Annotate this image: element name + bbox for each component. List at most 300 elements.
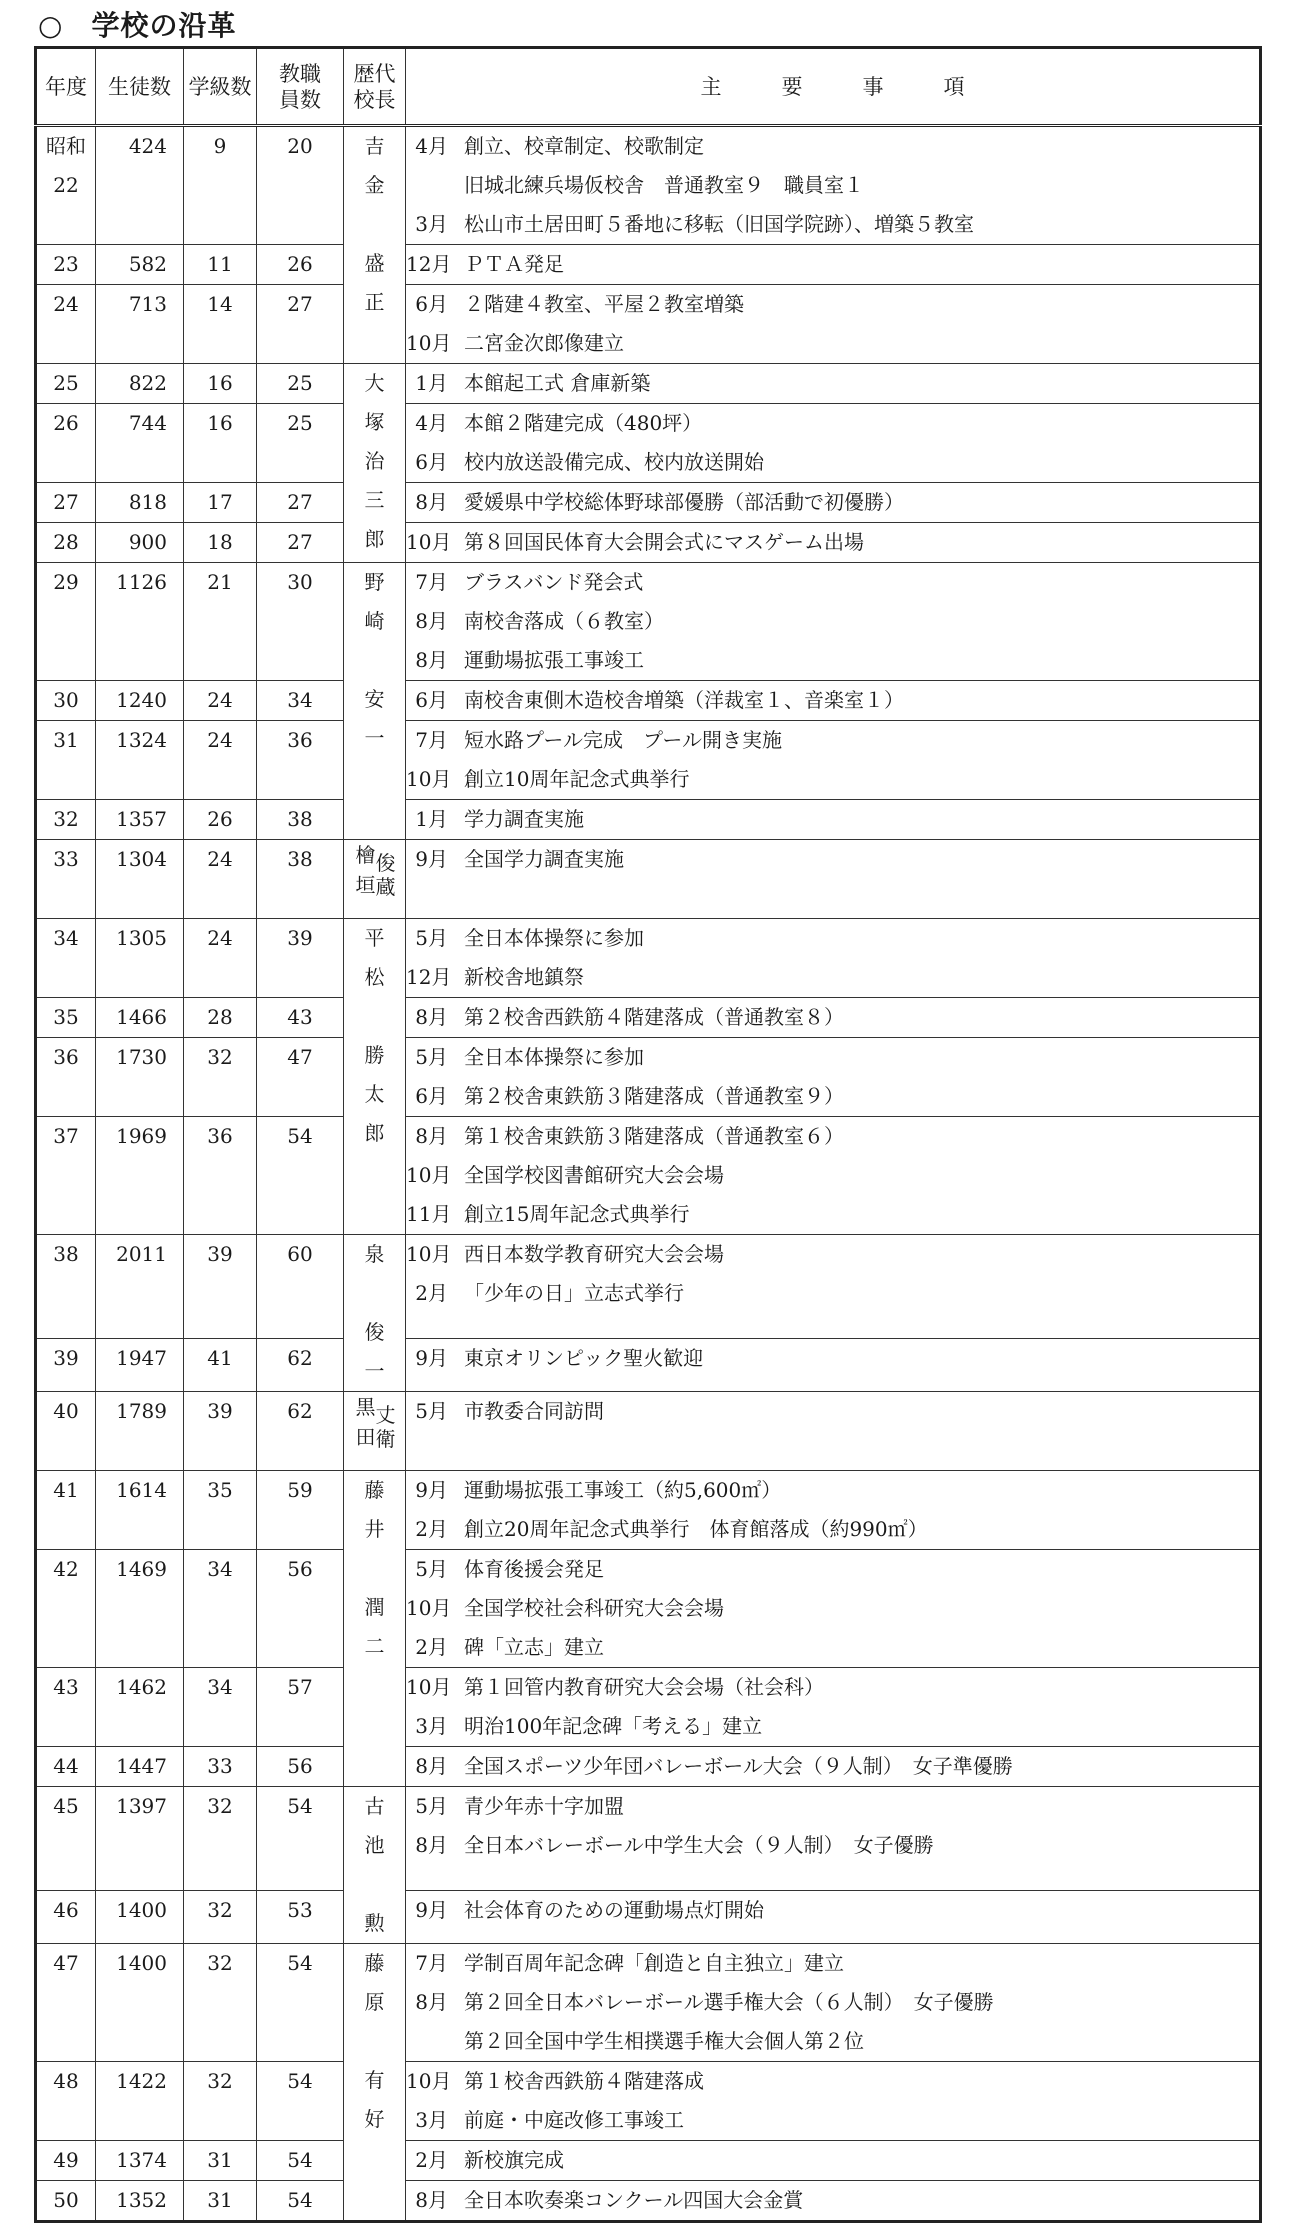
events-cell bbox=[406, 2181, 1261, 2222]
event-text: 本館起工式 倉庫新築 bbox=[464, 371, 651, 395]
classes-cell: 18 bbox=[184, 523, 257, 563]
students-cell: 1305 bbox=[96, 919, 184, 998]
history-row bbox=[36, 1392, 1261, 1471]
principal-family-name: 黒田 bbox=[355, 1395, 376, 1449]
event-text: 松山市土居田町５番地に移転（旧国学院跡）、増築５教室 bbox=[464, 212, 974, 236]
event-month bbox=[406, 166, 464, 205]
events-cell bbox=[406, 364, 1261, 404]
students-cell: 1400 bbox=[96, 1891, 184, 1944]
event-entry bbox=[406, 919, 1259, 958]
students-cell: 1969 bbox=[96, 1117, 184, 1235]
students-cell: 900 bbox=[96, 523, 184, 563]
history-row bbox=[36, 1747, 1261, 1787]
year-cell: 26 bbox=[36, 404, 96, 483]
students-cell: 1352 bbox=[96, 2181, 184, 2222]
event-entry bbox=[406, 563, 1259, 602]
event-month: 10月 bbox=[406, 2069, 452, 2093]
staff-cell: 54 bbox=[257, 1117, 344, 1235]
year-cell: 24 bbox=[36, 285, 96, 364]
history-row bbox=[36, 1668, 1261, 1747]
classes-cell: 32 bbox=[184, 2062, 257, 2141]
staff-cell: 27 bbox=[257, 483, 344, 523]
students-cell: 582 bbox=[96, 245, 184, 285]
event-text: 運動場拡張工事竣工 bbox=[464, 648, 644, 672]
classes-cell: 9 bbox=[184, 126, 257, 245]
year-cell: 41 bbox=[36, 1471, 96, 1550]
history-row bbox=[36, 483, 1261, 523]
classes-cell: 31 bbox=[184, 2181, 257, 2222]
staff-cell: 56 bbox=[257, 1747, 344, 1787]
event-month: 2月 bbox=[415, 1517, 448, 1541]
history-row bbox=[36, 1471, 1261, 1550]
history-row bbox=[36, 1235, 1261, 1339]
event-entry bbox=[406, 205, 1259, 244]
col-header-classes: 学級数 bbox=[184, 48, 257, 126]
students-cell: 1304 bbox=[96, 840, 184, 919]
principal-name bbox=[344, 840, 405, 900]
event-month: 4月 bbox=[415, 411, 448, 435]
event-month: 1月 bbox=[415, 371, 448, 395]
event-text: 全日本体操祭に参加 bbox=[464, 1045, 644, 1069]
event-text: 社会体育のための運動場点灯開始 bbox=[464, 1898, 764, 1923]
history-row bbox=[36, 1787, 1261, 1891]
classes-cell: 34 bbox=[184, 1668, 257, 1747]
classes-cell: 24 bbox=[184, 721, 257, 800]
event-month: 10月 bbox=[406, 331, 452, 355]
event-text: 前庭・中庭改修工事竣工 bbox=[464, 2108, 684, 2132]
event-entry bbox=[406, 1038, 1259, 1077]
principal-cell bbox=[344, 840, 406, 919]
event-month: 10月 bbox=[406, 1675, 452, 1699]
history-row bbox=[36, 681, 1261, 721]
event-entry bbox=[406, 2141, 1259, 2180]
event-entry bbox=[406, 245, 1259, 284]
staff-cell: 59 bbox=[257, 1471, 344, 1550]
principal-cell bbox=[344, 919, 406, 1235]
classes-cell: 26 bbox=[184, 800, 257, 840]
students-cell: 424 bbox=[96, 126, 184, 245]
year-cell: 27 bbox=[36, 483, 96, 523]
students-cell: 1947 bbox=[96, 1339, 184, 1392]
event-entry bbox=[406, 1628, 1259, 1667]
classes-cell: 32 bbox=[184, 1038, 257, 1117]
event-month: 10月 bbox=[406, 1163, 452, 1187]
event-entry bbox=[406, 404, 1259, 443]
history-row bbox=[36, 285, 1261, 364]
event-entry bbox=[406, 1339, 1259, 1378]
events-cell bbox=[406, 563, 1261, 681]
event-month: 8月 bbox=[415, 2188, 448, 2212]
students-cell: 1789 bbox=[96, 1392, 184, 1471]
year-cell: 33 bbox=[36, 840, 96, 919]
students-cell: 1374 bbox=[96, 2141, 184, 2181]
year-cell: 49 bbox=[36, 2141, 96, 2181]
event-entry bbox=[406, 602, 1259, 641]
classes-cell: 39 bbox=[184, 1235, 257, 1339]
event-entry bbox=[406, 2062, 1259, 2101]
classes-cell: 34 bbox=[184, 1550, 257, 1668]
staff-cell: 54 bbox=[257, 2181, 344, 2222]
event-month: 9月 bbox=[415, 1346, 448, 1371]
event-text: 南校舎落成（６教室） bbox=[464, 609, 664, 633]
history-row bbox=[36, 919, 1261, 998]
history-row bbox=[36, 721, 1261, 800]
event-month: 6月 bbox=[415, 292, 448, 316]
principal-name: 吉 金 盛 正 bbox=[364, 134, 385, 314]
event-text: 旧城北練兵場仮校舎 普通教室９ 職員室１ bbox=[464, 173, 864, 197]
event-entry bbox=[406, 800, 1259, 839]
event-entry bbox=[406, 760, 1259, 799]
staff-cell: 60 bbox=[257, 1235, 344, 1339]
history-row bbox=[36, 364, 1261, 404]
event-text: 創立15周年記念式典挙行 bbox=[464, 1202, 690, 1226]
event-text: ２階建４教室、平屋２教室増築 bbox=[464, 292, 744, 316]
staff-cell: 20 bbox=[257, 126, 344, 245]
year-cell: 47 bbox=[36, 1944, 96, 2062]
principal-name: 大 塚 治 三 郎 bbox=[364, 371, 385, 551]
event-month: 8月 bbox=[415, 609, 448, 633]
classes-cell: 24 bbox=[184, 840, 257, 919]
event-month: 7月 bbox=[415, 728, 448, 752]
event-entry bbox=[406, 1235, 1259, 1274]
event-entry bbox=[406, 364, 1259, 403]
history-row bbox=[36, 840, 1261, 919]
history-row bbox=[36, 2181, 1261, 2222]
history-row bbox=[36, 1944, 1261, 2062]
year-cell: 42 bbox=[36, 1550, 96, 1668]
events-cell bbox=[406, 681, 1261, 721]
staff-cell: 34 bbox=[257, 681, 344, 721]
year-cell: 44 bbox=[36, 1747, 96, 1787]
students-cell: 1469 bbox=[96, 1550, 184, 1668]
history-row bbox=[36, 1038, 1261, 1117]
classes-cell: 16 bbox=[184, 364, 257, 404]
staff-cell: 38 bbox=[257, 840, 344, 919]
col-header-students: 生徒数 bbox=[96, 48, 184, 126]
event-entry bbox=[406, 721, 1259, 760]
events-cell bbox=[406, 1787, 1261, 1891]
event-text: 明治100年記念碑「考える」建立 bbox=[464, 1714, 763, 1738]
event-month: 8月 bbox=[415, 1754, 448, 1778]
events-cell bbox=[406, 1471, 1261, 1550]
events-cell bbox=[406, 2062, 1261, 2141]
year-cell: 23 bbox=[36, 245, 96, 285]
event-entry bbox=[406, 1392, 1259, 1431]
history-row bbox=[36, 245, 1261, 285]
history-row bbox=[36, 2062, 1261, 2141]
staff-cell: 62 bbox=[257, 1392, 344, 1471]
events-cell bbox=[406, 483, 1261, 523]
principal-name: 野 崎 安 一 bbox=[364, 570, 385, 750]
history-row bbox=[36, 1550, 1261, 1668]
event-text: 南校舎東側木造校舎増築（洋裁室１、音楽室１） bbox=[464, 688, 904, 712]
classes-cell: 35 bbox=[184, 1471, 257, 1550]
principal-cell bbox=[344, 1944, 406, 2222]
students-cell: 1400 bbox=[96, 1944, 184, 2062]
classes-cell: 31 bbox=[184, 2141, 257, 2181]
history-row bbox=[36, 126, 1261, 245]
event-month: 3月 bbox=[415, 2108, 448, 2132]
year-cell: 31 bbox=[36, 721, 96, 800]
history-row bbox=[36, 563, 1261, 681]
event-text: 学力調査実施 bbox=[464, 807, 584, 831]
event-month: 2月 bbox=[415, 1281, 448, 1305]
col-header-events: 主要事項 bbox=[406, 48, 1261, 126]
event-text: 全日本体操祭に参加 bbox=[464, 926, 644, 950]
staff-cell: 39 bbox=[257, 919, 344, 998]
events-cell bbox=[406, 800, 1261, 840]
event-entry bbox=[406, 681, 1259, 720]
classes-cell: 17 bbox=[184, 483, 257, 523]
staff-cell: 56 bbox=[257, 1550, 344, 1668]
students-cell: 1422 bbox=[96, 2062, 184, 2141]
staff-cell: 57 bbox=[257, 1668, 344, 1747]
classes-cell: 32 bbox=[184, 1787, 257, 1891]
event-text: 全日本バレーボール中学生大会（９人制） 女子優勝 bbox=[464, 1833, 934, 1857]
students-cell: 2011 bbox=[96, 1235, 184, 1339]
students-cell: 1466 bbox=[96, 998, 184, 1038]
event-entry bbox=[406, 879, 1259, 918]
event-month: 5月 bbox=[415, 926, 448, 950]
classes-cell: 41 bbox=[184, 1339, 257, 1392]
event-entry bbox=[406, 166, 1259, 205]
events-cell bbox=[406, 404, 1261, 483]
year-cell: 48 bbox=[36, 2062, 96, 2141]
classes-cell: 28 bbox=[184, 998, 257, 1038]
event-text: 創立、校章制定、校歌制定 bbox=[464, 134, 704, 158]
classes-cell: 36 bbox=[184, 1117, 257, 1235]
history-row bbox=[36, 800, 1261, 840]
principal-cell bbox=[344, 1787, 406, 1944]
event-text: 第８回国民体育大会開会式にマスゲーム出場 bbox=[464, 530, 864, 554]
event-entry bbox=[406, 1550, 1259, 1589]
event-entry bbox=[406, 1589, 1259, 1628]
history-row bbox=[36, 1891, 1261, 1944]
event-month: 8月 bbox=[415, 1005, 448, 1029]
event-entry bbox=[406, 1471, 1259, 1510]
event-entry bbox=[406, 1156, 1259, 1195]
principal-cell bbox=[344, 126, 406, 364]
event-entry bbox=[406, 1747, 1259, 1786]
principal-cell bbox=[344, 1392, 406, 1471]
principal-family-name: 檜垣 bbox=[355, 843, 376, 897]
event-entry bbox=[406, 1431, 1259, 1470]
event-month: 5月 bbox=[415, 1794, 448, 1818]
event-entry bbox=[406, 2101, 1259, 2140]
event-month: 4月 bbox=[415, 134, 448, 158]
event-text: 西日本数学教育研究大会会場 bbox=[464, 1242, 724, 1266]
classes-cell: 32 bbox=[184, 1944, 257, 2062]
event-entry bbox=[406, 324, 1259, 363]
history-row bbox=[36, 523, 1261, 563]
staff-cell: 53 bbox=[257, 1891, 344, 1944]
history-row bbox=[36, 1117, 1261, 1235]
principal-name bbox=[344, 1392, 405, 1452]
event-text: 第２回全国中学生相撲選手権大会個人第２位 bbox=[464, 2029, 864, 2053]
event-month: 3月 bbox=[415, 1714, 448, 1738]
event-month: 9月 bbox=[415, 1898, 448, 1923]
event-text: 全国学力調査実施 bbox=[464, 847, 624, 871]
events-cell bbox=[406, 126, 1261, 245]
staff-cell: 27 bbox=[257, 285, 344, 364]
year-cell: 37 bbox=[36, 1117, 96, 1235]
event-entry bbox=[406, 1787, 1259, 1826]
students-cell: 1397 bbox=[96, 1787, 184, 1891]
history-row bbox=[36, 1339, 1261, 1392]
event-entry bbox=[406, 1510, 1259, 1549]
event-text: 新校旗完成 bbox=[464, 2148, 564, 2172]
event-text: 青少年赤十字加盟 bbox=[464, 1794, 624, 1818]
col-header-year: 年度 bbox=[36, 48, 96, 126]
classes-cell: 39 bbox=[184, 1392, 257, 1471]
events-cell bbox=[406, 919, 1261, 998]
events-cell bbox=[406, 2141, 1261, 2181]
event-entry bbox=[406, 1891, 1259, 1930]
classes-cell: 32 bbox=[184, 1891, 257, 1944]
event-month: 12月 bbox=[406, 965, 452, 989]
event-text: 市教委合同訪問 bbox=[464, 1399, 604, 1423]
event-entry bbox=[406, 1944, 1259, 1983]
event-entry bbox=[406, 483, 1259, 522]
students-cell: 1730 bbox=[96, 1038, 184, 1117]
year-cell: 30 bbox=[36, 681, 96, 721]
principal-cell bbox=[344, 1471, 406, 1787]
students-cell: 1447 bbox=[96, 1747, 184, 1787]
students-cell: 822 bbox=[96, 364, 184, 404]
principal-given-name: 俊蔵 bbox=[375, 851, 396, 899]
header-row bbox=[36, 48, 1261, 126]
event-month: 9月 bbox=[415, 847, 448, 871]
event-month: 7月 bbox=[415, 570, 448, 594]
year-cell: 昭和 22 bbox=[36, 126, 96, 245]
event-month bbox=[406, 2022, 464, 2061]
event-text: 短水路プール完成 プール開き実施 bbox=[464, 728, 782, 752]
event-text: 「少年の日」立志式挙行 bbox=[464, 1281, 684, 1305]
events-cell bbox=[406, 1339, 1261, 1392]
page-title: 学校の沿革 bbox=[91, 9, 237, 42]
history-row bbox=[36, 998, 1261, 1038]
event-month: 8月 bbox=[415, 1990, 448, 2014]
event-text: ＰＴＡ発足 bbox=[464, 252, 564, 276]
events-cell bbox=[406, 523, 1261, 563]
event-entry bbox=[406, 958, 1259, 997]
event-month: 11月 bbox=[406, 1202, 452, 1226]
event-text: 校内放送設備完成、校内放送開始 bbox=[464, 450, 764, 474]
event-month: 10月 bbox=[406, 1242, 452, 1266]
event-text: 運動場拡張工事竣工（約5,600㎡） bbox=[464, 1478, 782, 1502]
year-cell: 39 bbox=[36, 1339, 96, 1392]
event-entry bbox=[406, 443, 1259, 482]
event-month bbox=[406, 1431, 464, 1470]
year-cell: 45 bbox=[36, 1787, 96, 1891]
event-text: 創立20周年記念式典挙行 体育館落成（約990㎡） bbox=[464, 1517, 928, 1541]
event-month: 6月 bbox=[415, 1084, 448, 1108]
events-cell bbox=[406, 1038, 1261, 1117]
events-cell bbox=[406, 245, 1261, 285]
event-month: 2月 bbox=[415, 1635, 448, 1659]
principal-cell bbox=[344, 364, 406, 563]
events-cell bbox=[406, 721, 1261, 800]
event-text: 第１校舎西鉄筋４階建落成 bbox=[464, 2069, 704, 2093]
event-month: 6月 bbox=[415, 688, 448, 712]
events-cell bbox=[406, 1891, 1261, 1944]
staff-cell: 54 bbox=[257, 1944, 344, 2062]
event-entry bbox=[406, 2022, 1259, 2061]
staff-cell: 36 bbox=[257, 721, 344, 800]
event-month: 12月 bbox=[406, 252, 452, 276]
event-text: 体育後援会発足 bbox=[464, 1557, 604, 1581]
staff-cell: 30 bbox=[257, 563, 344, 681]
event-entry bbox=[406, 1826, 1259, 1865]
principal-given-name: 丈衛 bbox=[375, 1403, 396, 1451]
page-heading bbox=[38, 6, 236, 46]
students-cell: 1324 bbox=[96, 721, 184, 800]
event-entry bbox=[406, 2181, 1259, 2220]
event-text: 第２回全日本バレーボール選手権大会（６人制） 女子優勝 bbox=[464, 1990, 994, 2014]
event-entry bbox=[406, 1077, 1259, 1116]
classes-cell: 11 bbox=[184, 245, 257, 285]
events-cell bbox=[406, 1117, 1261, 1235]
year-cell: 34 bbox=[36, 919, 96, 998]
event-month: 8月 bbox=[415, 1833, 448, 1857]
events-cell bbox=[406, 285, 1261, 364]
event-entry bbox=[406, 998, 1259, 1037]
classes-cell: 21 bbox=[184, 563, 257, 681]
event-text: ブラスバンド発会式 bbox=[464, 570, 644, 594]
event-month: 8月 bbox=[415, 1124, 448, 1148]
event-text: 全国スポーツ少年団バレーボール大会（９人制） 女子準優勝 bbox=[464, 1754, 1013, 1778]
students-cell: 1462 bbox=[96, 1668, 184, 1747]
year-cell: 46 bbox=[36, 1891, 96, 1944]
event-month: 2月 bbox=[415, 2148, 448, 2172]
event-entry bbox=[406, 1195, 1259, 1234]
staff-cell: 27 bbox=[257, 523, 344, 563]
principal-cell bbox=[344, 563, 406, 840]
staff-cell: 54 bbox=[257, 2141, 344, 2181]
event-text: 本館２階建完成（480坪） bbox=[464, 411, 703, 435]
history-row bbox=[36, 2141, 1261, 2181]
event-text: 全国学校図書館研究大会会場 bbox=[464, 1163, 724, 1187]
event-entry bbox=[406, 641, 1259, 680]
event-month: 5月 bbox=[415, 1399, 448, 1423]
event-entry bbox=[406, 1983, 1259, 2022]
students-cell: 1614 bbox=[96, 1471, 184, 1550]
event-entry bbox=[406, 523, 1259, 562]
event-text: 二宮金次郎像建立 bbox=[464, 331, 624, 355]
classes-cell: 14 bbox=[184, 285, 257, 364]
event-text: 愛媛県中学校総体野球部優勝（部活動で初優勝） bbox=[464, 490, 904, 514]
year-cell: 29 bbox=[36, 563, 96, 681]
history-row bbox=[36, 404, 1261, 483]
event-entry bbox=[406, 285, 1259, 324]
year-cell: 36 bbox=[36, 1038, 96, 1117]
principal-name: 藤 原 有 好 bbox=[364, 1951, 385, 2131]
event-entry bbox=[406, 1668, 1259, 1707]
event-text: 創立10周年記念式典挙行 bbox=[464, 767, 690, 791]
events-cell bbox=[406, 1550, 1261, 1668]
event-entry bbox=[406, 840, 1259, 879]
staff-cell: 54 bbox=[257, 2062, 344, 2141]
principal-name: 古 池 勲 bbox=[364, 1794, 385, 1935]
students-cell: 1126 bbox=[96, 563, 184, 681]
event-month: 9月 bbox=[415, 1478, 448, 1502]
year-cell: 32 bbox=[36, 800, 96, 840]
events-cell bbox=[406, 1747, 1261, 1787]
year-cell: 40 bbox=[36, 1392, 96, 1471]
school-history-table bbox=[34, 46, 1262, 2223]
event-month: 1月 bbox=[415, 807, 448, 831]
event-text: 碑「立志」建立 bbox=[464, 1635, 604, 1659]
